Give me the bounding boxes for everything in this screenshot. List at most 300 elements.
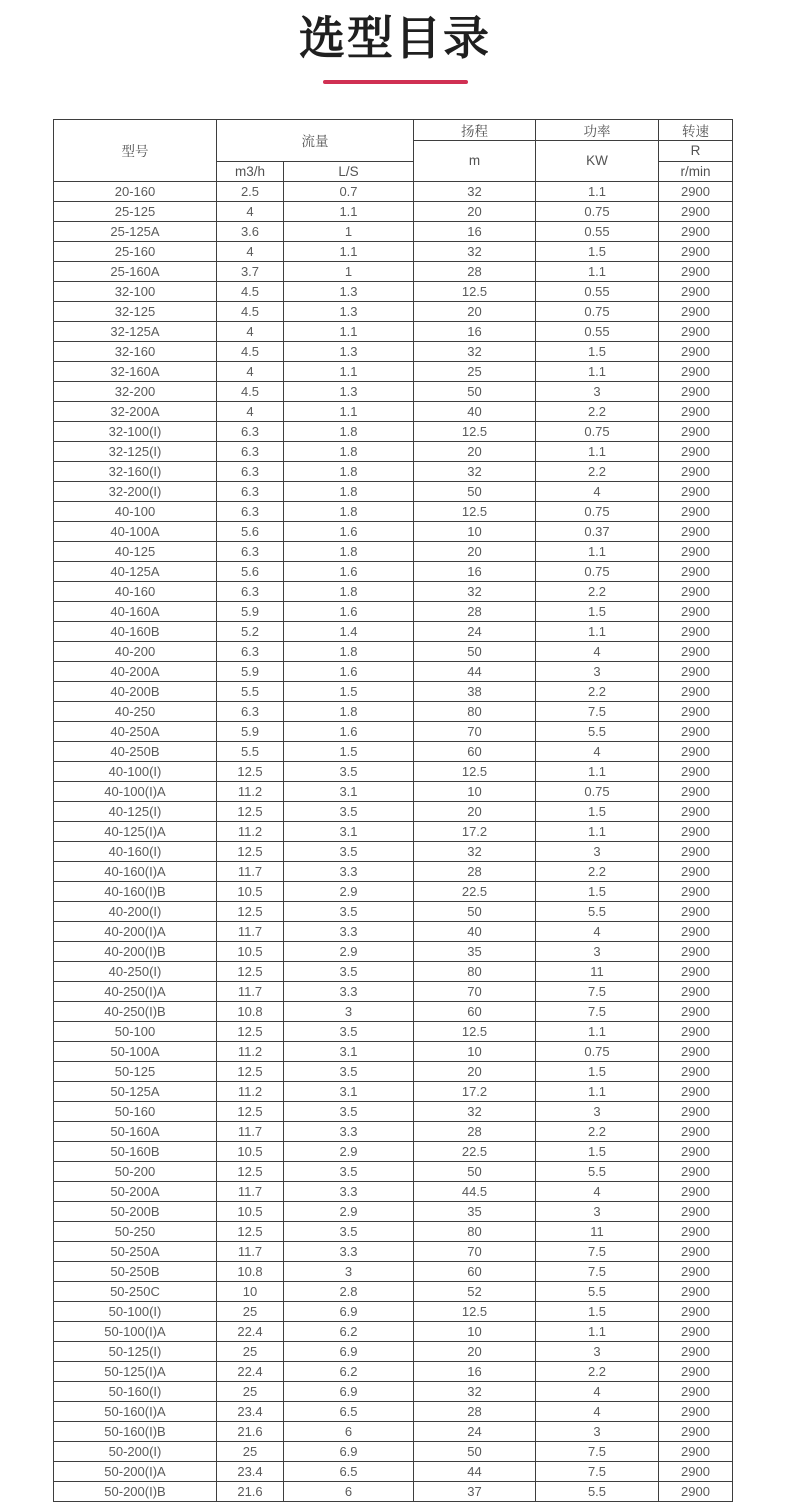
table-row xyxy=(54,1261,733,1281)
flow-ls-cell: 1.8 xyxy=(284,441,414,461)
speed-rmin-cell: 2900 xyxy=(659,721,733,741)
speed-rmin-cell: 2900 xyxy=(659,601,733,621)
power-kw-cell: 5.5 xyxy=(536,1481,659,1501)
model-cell: 40-100A xyxy=(54,521,217,541)
flow-m3h-cell: 5.9 xyxy=(217,601,284,621)
flow-m3h-cell: 5.6 xyxy=(217,561,284,581)
speed-rmin-cell: 2900 xyxy=(659,1241,733,1261)
model-cell: 40-160A xyxy=(54,601,217,621)
model-cell: 50-125A xyxy=(54,1081,217,1101)
table-row xyxy=(54,941,733,961)
flow-ls-cell: 3.3 xyxy=(284,921,414,941)
model-cell: 50-160A xyxy=(54,1121,217,1141)
speed-rmin-cell: 2900 xyxy=(659,241,733,261)
model-cell: 40-160 xyxy=(54,581,217,601)
table-row xyxy=(54,1341,733,1361)
head-m-cell: 17.2 xyxy=(414,821,536,841)
speed-rmin-cell: 2900 xyxy=(659,1221,733,1241)
power-kw-cell: 1.1 xyxy=(536,361,659,381)
head-m-cell: 24 xyxy=(414,621,536,641)
table-row xyxy=(54,501,733,521)
table-row xyxy=(54,321,733,341)
speed-rmin-cell: 2900 xyxy=(659,581,733,601)
model-cell: 50-200A xyxy=(54,1181,217,1201)
head-unit-header: m xyxy=(414,140,536,181)
table-row xyxy=(54,1061,733,1081)
head-m-cell: 60 xyxy=(414,741,536,761)
model-cell: 50-250A xyxy=(54,1241,217,1261)
speed-rmin-cell: 2900 xyxy=(659,1161,733,1181)
model-cell: 50-200(I)A xyxy=(54,1461,217,1481)
table-row xyxy=(54,181,733,201)
model-cell: 40-160(I) xyxy=(54,841,217,861)
speed-rmin-cell: 2900 xyxy=(659,341,733,361)
power-kw-cell: 3 xyxy=(536,381,659,401)
flow-m3h-cell: 11.2 xyxy=(217,821,284,841)
power-kw-cell: 4 xyxy=(536,1401,659,1421)
head-m-cell: 32 xyxy=(414,1381,536,1401)
head-m-cell: 20 xyxy=(414,301,536,321)
power-kw-cell: 4 xyxy=(536,641,659,661)
model-cell: 40-125(I) xyxy=(54,801,217,821)
head-m-cell: 20 xyxy=(414,441,536,461)
speed-rmin-cell: 2900 xyxy=(659,1361,733,1381)
power-kw-cell: 4 xyxy=(536,481,659,501)
model-cell: 32-200A xyxy=(54,401,217,421)
model-cell: 40-200(I)B xyxy=(54,941,217,961)
speed-rmin-cell: 2900 xyxy=(659,561,733,581)
head-m-cell: 44 xyxy=(414,661,536,681)
flow-ls-cell: 1.1 xyxy=(284,401,414,421)
speed-unit-header: r/min xyxy=(659,161,733,181)
power-header: 功率 xyxy=(536,119,659,140)
table-row xyxy=(54,841,733,861)
flow-m3h-cell: 12.5 xyxy=(217,1221,284,1241)
model-cell: 50-160B xyxy=(54,1141,217,1161)
speed-rmin-cell: 2900 xyxy=(659,1141,733,1161)
flow-ls-cell: 1 xyxy=(284,221,414,241)
flow-m3h-cell: 23.4 xyxy=(217,1401,284,1421)
power-kw-cell: 1.1 xyxy=(536,621,659,641)
speed-rmin-cell: 2900 xyxy=(659,1081,733,1101)
flow-ls-cell: 3.1 xyxy=(284,821,414,841)
model-cell: 32-200 xyxy=(54,381,217,401)
table-row xyxy=(54,1361,733,1381)
speed-rmin-cell: 2900 xyxy=(659,941,733,961)
flow-ls-cell: 1.1 xyxy=(284,361,414,381)
speed-rmin-cell: 2900 xyxy=(659,281,733,301)
flow-m3h-cell: 4 xyxy=(217,401,284,421)
model-cell: 25-160 xyxy=(54,241,217,261)
flow-m3h-cell: 10.5 xyxy=(217,881,284,901)
head-m-cell: 50 xyxy=(414,641,536,661)
table-row xyxy=(54,901,733,921)
power-kw-cell: 7.5 xyxy=(536,701,659,721)
head-m-cell: 40 xyxy=(414,921,536,941)
flow-ls-cell: 3 xyxy=(284,1001,414,1021)
model-cell: 50-200B xyxy=(54,1201,217,1221)
flow-ls-cell: 1.3 xyxy=(284,281,414,301)
model-cell: 40-100(I)A xyxy=(54,781,217,801)
model-cell: 40-160(I)B xyxy=(54,881,217,901)
table-row xyxy=(54,281,733,301)
flow-m3h-cell: 6.3 xyxy=(217,581,284,601)
flow-m3h-cell: 5.9 xyxy=(217,661,284,681)
table-row xyxy=(54,701,733,721)
flow-ls-cell: 1.3 xyxy=(284,301,414,321)
power-kw-cell: 4 xyxy=(536,1181,659,1201)
flow-ls-cell: 1.8 xyxy=(284,641,414,661)
flow-ls-cell: 1.8 xyxy=(284,481,414,501)
power-kw-cell: 3 xyxy=(536,1421,659,1441)
table-row xyxy=(54,381,733,401)
power-kw-cell: 0.75 xyxy=(536,201,659,221)
power-kw-cell: 3 xyxy=(536,661,659,681)
flow-ls-cell: 3.3 xyxy=(284,861,414,881)
flow-m3h-cell: 10 xyxy=(217,1281,284,1301)
flow-m3h-cell: 12.5 xyxy=(217,801,284,821)
power-kw-cell: 7.5 xyxy=(536,1461,659,1481)
flow-m3h-cell: 5.5 xyxy=(217,681,284,701)
head-m-cell: 28 xyxy=(414,1121,536,1141)
flow-ls-cell: 6.9 xyxy=(284,1441,414,1461)
flow-m3h-header: m3/h xyxy=(217,161,284,181)
head-header: 扬程 xyxy=(414,119,536,140)
head-m-cell: 60 xyxy=(414,1261,536,1281)
head-m-cell: 20 xyxy=(414,201,536,221)
flow-ls-cell: 1.8 xyxy=(284,501,414,521)
speed-rmin-cell: 2900 xyxy=(659,1461,733,1481)
head-m-cell: 12.5 xyxy=(414,761,536,781)
flow-ls-cell: 3 xyxy=(284,1261,414,1281)
flow-m3h-cell: 11.7 xyxy=(217,861,284,881)
flow-m3h-cell: 11.2 xyxy=(217,1081,284,1101)
table-row xyxy=(54,361,733,381)
table-row xyxy=(54,421,733,441)
flow-ls-cell: 1.4 xyxy=(284,621,414,641)
head-m-cell: 50 xyxy=(414,381,536,401)
power-kw-cell: 1.1 xyxy=(536,1021,659,1041)
flow-m3h-cell: 6.3 xyxy=(217,441,284,461)
head-m-cell: 17.2 xyxy=(414,1081,536,1101)
head-m-cell: 25 xyxy=(414,361,536,381)
flow-ls-cell: 3.5 xyxy=(284,841,414,861)
speed-rmin-cell: 2900 xyxy=(659,1001,733,1021)
model-cell: 50-250C xyxy=(54,1281,217,1301)
flow-ls-cell: 1.8 xyxy=(284,541,414,561)
flow-ls-cell: 0.7 xyxy=(284,181,414,201)
flow-m3h-cell: 5.6 xyxy=(217,521,284,541)
speed-rmin-cell: 2900 xyxy=(659,261,733,281)
speed-rmin-cell: 2900 xyxy=(659,821,733,841)
model-cell: 50-160(I) xyxy=(54,1381,217,1401)
head-m-cell: 32 xyxy=(414,241,536,261)
flow-ls-cell: 6.9 xyxy=(284,1301,414,1321)
speed-rmin-cell: 2900 xyxy=(659,1421,733,1441)
model-cell: 20-160 xyxy=(54,181,217,201)
head-m-cell: 50 xyxy=(414,901,536,921)
speed-rmin-cell: 2900 xyxy=(659,1061,733,1081)
flow-ls-cell: 1.1 xyxy=(284,201,414,221)
table-header xyxy=(54,119,733,181)
speed-rmin-cell: 2900 xyxy=(659,841,733,861)
power-kw-cell: 0.37 xyxy=(536,521,659,541)
speed-rmin-cell: 2900 xyxy=(659,1261,733,1281)
table-row xyxy=(54,1041,733,1061)
power-kw-cell: 1.5 xyxy=(536,801,659,821)
flow-m3h-cell: 5.5 xyxy=(217,741,284,761)
table-body xyxy=(54,181,733,1501)
power-kw-cell: 5.5 xyxy=(536,1161,659,1181)
head-m-cell: 10 xyxy=(414,521,536,541)
speed-rmin-cell: 2900 xyxy=(659,1401,733,1421)
flow-ls-cell: 1.6 xyxy=(284,561,414,581)
power-kw-cell: 2.2 xyxy=(536,1361,659,1381)
power-kw-cell: 7.5 xyxy=(536,1001,659,1021)
flow-m3h-cell: 11.7 xyxy=(217,981,284,1001)
model-cell: 40-125(I)A xyxy=(54,821,217,841)
flow-m3h-cell: 22.4 xyxy=(217,1321,284,1341)
power-kw-cell: 1.1 xyxy=(536,1321,659,1341)
model-header: 型号 xyxy=(54,119,217,181)
flow-m3h-cell: 6.3 xyxy=(217,701,284,721)
power-kw-cell: 1.5 xyxy=(536,881,659,901)
table-row xyxy=(54,1381,733,1401)
model-cell: 32-100 xyxy=(54,281,217,301)
power-kw-cell: 0.75 xyxy=(536,301,659,321)
flow-m3h-cell: 12.5 xyxy=(217,901,284,921)
speed-rmin-cell: 2900 xyxy=(659,1121,733,1141)
table-row xyxy=(54,1401,733,1421)
table-row xyxy=(54,241,733,261)
head-m-cell: 50 xyxy=(414,1441,536,1461)
table-row xyxy=(54,1121,733,1141)
model-cell: 50-125(I)A xyxy=(54,1361,217,1381)
flow-ls-cell: 3.5 xyxy=(284,901,414,921)
flow-ls-cell: 1.6 xyxy=(284,661,414,681)
flow-m3h-cell: 10.8 xyxy=(217,1261,284,1281)
head-m-cell: 28 xyxy=(414,261,536,281)
flow-m3h-cell: 23.4 xyxy=(217,1461,284,1481)
model-cell: 40-200 xyxy=(54,641,217,661)
speed-rmin-cell: 2900 xyxy=(659,361,733,381)
table-row xyxy=(54,481,733,501)
flow-m3h-cell: 25 xyxy=(217,1301,284,1321)
power-kw-cell: 1.1 xyxy=(536,181,659,201)
speed-rmin-cell: 2900 xyxy=(659,1041,733,1061)
speed-rmin-cell: 2900 xyxy=(659,1281,733,1301)
power-kw-cell: 1.1 xyxy=(536,1081,659,1101)
model-cell: 50-160 xyxy=(54,1101,217,1121)
power-kw-cell: 3 xyxy=(536,1201,659,1221)
power-kw-cell: 1.1 xyxy=(536,761,659,781)
model-cell: 40-200B xyxy=(54,681,217,701)
flow-m3h-cell: 10.5 xyxy=(217,1201,284,1221)
head-m-cell: 32 xyxy=(414,1101,536,1121)
title-underline xyxy=(323,80,468,84)
flow-ls-cell: 2.9 xyxy=(284,1201,414,1221)
model-cell: 40-250(I) xyxy=(54,961,217,981)
model-cell: 40-250A xyxy=(54,721,217,741)
speed-rmin-cell: 2900 xyxy=(659,741,733,761)
speed-rmin-cell: 2900 xyxy=(659,521,733,541)
power-kw-cell: 4 xyxy=(536,921,659,941)
flow-m3h-cell: 25 xyxy=(217,1441,284,1461)
power-kw-cell: 7.5 xyxy=(536,1441,659,1461)
speed-rmin-cell: 2900 xyxy=(659,1101,733,1121)
table-row xyxy=(54,301,733,321)
speed-rmin-cell: 2900 xyxy=(659,481,733,501)
flow-ls-cell: 2.9 xyxy=(284,1141,414,1161)
flow-ls-cell: 1.8 xyxy=(284,701,414,721)
model-cell: 40-200A xyxy=(54,661,217,681)
speed-rmin-cell: 2900 xyxy=(659,921,733,941)
head-m-cell: 40 xyxy=(414,401,536,421)
table-row xyxy=(54,1281,733,1301)
speed-rmin-cell: 2900 xyxy=(659,421,733,441)
head-m-cell: 32 xyxy=(414,461,536,481)
power-kw-cell: 11 xyxy=(536,961,659,981)
model-cell: 32-160 xyxy=(54,341,217,361)
flow-ls-cell: 3.3 xyxy=(284,1241,414,1261)
selection-table xyxy=(53,119,733,1502)
head-m-cell: 12.5 xyxy=(414,421,536,441)
model-cell: 32-200(I) xyxy=(54,481,217,501)
model-cell: 40-250B xyxy=(54,741,217,761)
model-cell: 40-250(I)A xyxy=(54,981,217,1001)
table-row xyxy=(54,721,733,741)
head-m-cell: 22.5 xyxy=(414,1141,536,1161)
head-m-cell: 16 xyxy=(414,1361,536,1381)
table-row xyxy=(54,461,733,481)
model-cell: 40-200(I) xyxy=(54,901,217,921)
speed-rmin-cell: 2900 xyxy=(659,1381,733,1401)
model-cell: 50-125 xyxy=(54,1061,217,1081)
speed-rmin-cell: 2900 xyxy=(659,901,733,921)
model-cell: 32-125A xyxy=(54,321,217,341)
power-kw-cell: 3 xyxy=(536,1341,659,1361)
model-cell: 50-100(I) xyxy=(54,1301,217,1321)
power-kw-cell: 0.55 xyxy=(536,321,659,341)
speed-rmin-cell: 2900 xyxy=(659,461,733,481)
table-row xyxy=(54,401,733,421)
flow-m3h-cell: 3.7 xyxy=(217,261,284,281)
flow-ls-cell: 3.3 xyxy=(284,1181,414,1201)
flow-ls-cell: 3.5 xyxy=(284,1061,414,1081)
table-row xyxy=(54,1441,733,1461)
flow-m3h-cell: 4 xyxy=(217,241,284,261)
table-row xyxy=(54,1181,733,1201)
head-m-cell: 28 xyxy=(414,861,536,881)
flow-ls-cell: 3.5 xyxy=(284,801,414,821)
power-kw-cell: 1.1 xyxy=(536,821,659,841)
head-m-cell: 16 xyxy=(414,321,536,341)
power-kw-cell: 0.75 xyxy=(536,421,659,441)
flow-m3h-cell: 12.5 xyxy=(217,1161,284,1181)
table-row xyxy=(54,261,733,281)
flow-ls-cell: 6.5 xyxy=(284,1461,414,1481)
page-title: 选型目录 xyxy=(299,12,491,64)
model-cell: 40-100(I) xyxy=(54,761,217,781)
head-m-cell: 12.5 xyxy=(414,1301,536,1321)
speed-rmin-cell: 2900 xyxy=(659,1181,733,1201)
table-row xyxy=(54,221,733,241)
head-m-cell: 32 xyxy=(414,341,536,361)
head-m-cell: 70 xyxy=(414,1241,536,1261)
model-cell: 40-125A xyxy=(54,561,217,581)
model-cell: 50-250 xyxy=(54,1221,217,1241)
power-kw-cell: 2.2 xyxy=(536,861,659,881)
flow-ls-cell: 3.1 xyxy=(284,781,414,801)
model-cell: 32-125(I) xyxy=(54,441,217,461)
flow-ls-cell: 6 xyxy=(284,1421,414,1441)
model-cell: 40-125 xyxy=(54,541,217,561)
power-kw-cell: 0.55 xyxy=(536,221,659,241)
model-cell: 50-200(I) xyxy=(54,1441,217,1461)
table-row xyxy=(54,561,733,581)
head-m-cell: 32 xyxy=(414,181,536,201)
flow-ls-cell: 1.6 xyxy=(284,521,414,541)
speed-rmin-cell: 2900 xyxy=(659,401,733,421)
head-m-cell: 44.5 xyxy=(414,1181,536,1201)
table-row xyxy=(54,581,733,601)
flow-m3h-cell: 11.7 xyxy=(217,1181,284,1201)
speed-header: 转速 xyxy=(659,119,733,140)
model-cell: 40-160B xyxy=(54,621,217,641)
power-kw-cell: 7.5 xyxy=(536,1241,659,1261)
speed-rmin-cell: 2900 xyxy=(659,761,733,781)
head-m-cell: 38 xyxy=(414,681,536,701)
table-row xyxy=(54,541,733,561)
head-m-cell: 12.5 xyxy=(414,501,536,521)
speed-rmin-cell: 2900 xyxy=(659,621,733,641)
speed-rmin-cell: 2900 xyxy=(659,1201,733,1221)
table-row xyxy=(54,1461,733,1481)
flow-ls-cell: 3.5 xyxy=(284,1161,414,1181)
flow-ls-cell: 1.5 xyxy=(284,741,414,761)
speed-rmin-cell: 2900 xyxy=(659,681,733,701)
table-row xyxy=(54,981,733,1001)
flow-m3h-cell: 4 xyxy=(217,201,284,221)
flow-ls-cell: 6.5 xyxy=(284,1401,414,1421)
power-kw-cell: 2.2 xyxy=(536,581,659,601)
flow-m3h-cell: 2.5 xyxy=(217,181,284,201)
speed-rmin-cell: 2900 xyxy=(659,1301,733,1321)
model-cell: 50-200 xyxy=(54,1161,217,1181)
head-m-cell: 10 xyxy=(414,781,536,801)
power-kw-cell: 1.5 xyxy=(536,601,659,621)
model-cell: 25-125 xyxy=(54,201,217,221)
head-m-cell: 16 xyxy=(414,221,536,241)
table-row xyxy=(54,341,733,361)
head-m-cell: 70 xyxy=(414,721,536,741)
flow-m3h-cell: 12.5 xyxy=(217,761,284,781)
flow-m3h-cell: 4.5 xyxy=(217,381,284,401)
model-cell: 32-160A xyxy=(54,361,217,381)
flow-m3h-cell: 21.6 xyxy=(217,1481,284,1501)
flow-m3h-cell: 5.9 xyxy=(217,721,284,741)
speed-rmin-cell: 2900 xyxy=(659,441,733,461)
head-m-cell: 28 xyxy=(414,601,536,621)
speed-rmin-cell: 2900 xyxy=(659,541,733,561)
power-kw-cell: 1.5 xyxy=(536,341,659,361)
flow-ls-cell: 1.5 xyxy=(284,681,414,701)
model-cell: 40-250 xyxy=(54,701,217,721)
table-row xyxy=(54,1201,733,1221)
power-kw-cell: 5.5 xyxy=(536,901,659,921)
flow-m3h-cell: 12.5 xyxy=(217,1061,284,1081)
head-m-cell: 35 xyxy=(414,941,536,961)
